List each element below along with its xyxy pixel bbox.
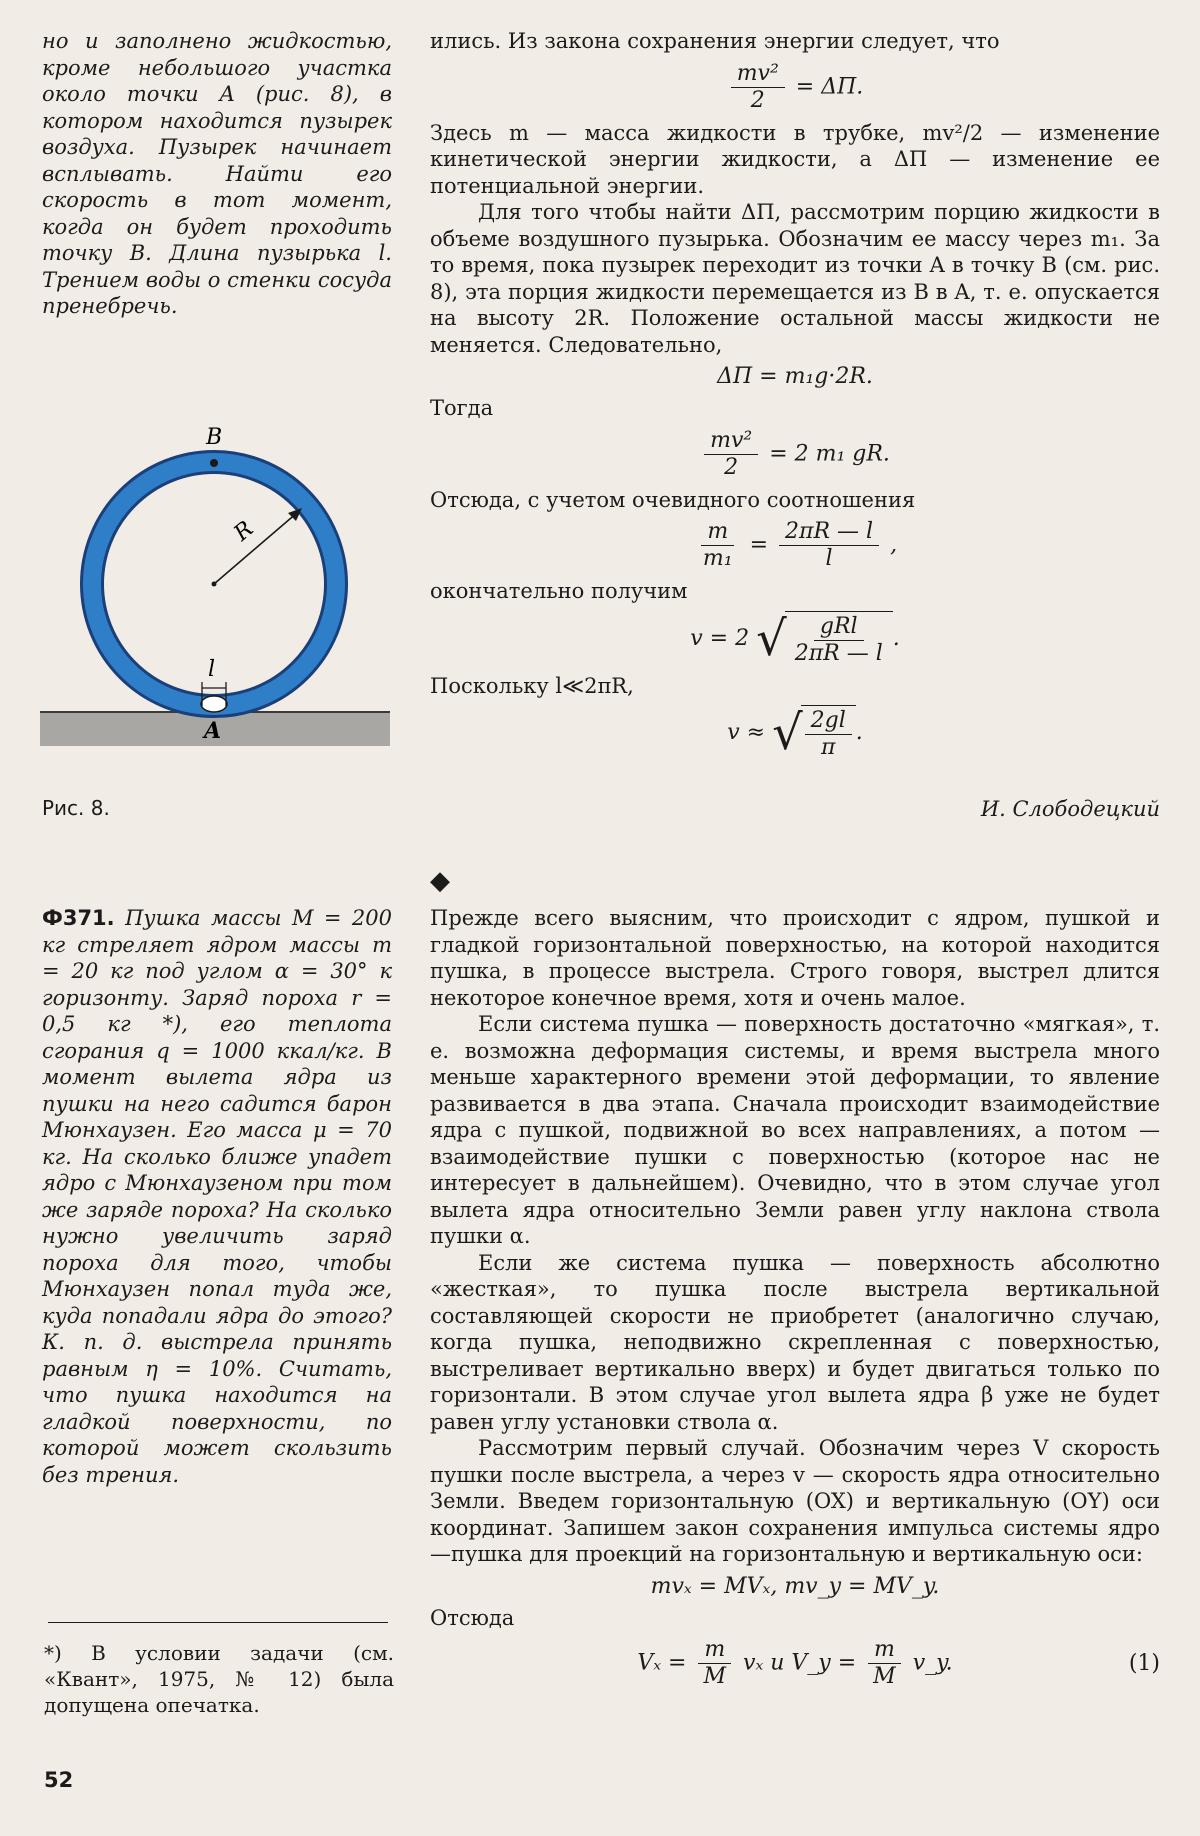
paragraph-energy-law: ились. Из закона сохранения энергии следует, что bbox=[430, 29, 1000, 53]
formula-energy: $\frac{\text{mv²}}{2}$ = ΔП. bbox=[430, 61, 1160, 114]
paragraph-since: Поскольку l≪2πR, bbox=[430, 673, 634, 698]
figure-ring-diagram bbox=[36, 420, 396, 750]
author: И. Слободецкий bbox=[980, 797, 1160, 821]
page-number: 52 bbox=[44, 1768, 74, 1792]
diamond-separator-icon: ◆ bbox=[430, 866, 450, 896]
formula-momentum: mvₓ = MVₓ, mv_y = MV_y. bbox=[650, 1573, 940, 1599]
figure-caption: Рис. 8. bbox=[42, 796, 110, 820]
formula-cannon-velocity: Vₓ = $\frac{m}{M}$ vₓ и V_y = $\frac{m}{M}$ v_y. (1) bbox=[637, 1637, 1160, 1689]
problem-f371 bbox=[42, 905, 392, 1488]
label-a: A bbox=[204, 718, 222, 744]
formula-velocity-approx: v ≈ √ $\frac{2gl}{\pi}$ . bbox=[727, 705, 863, 761]
formula-kinetic: $\frac{\text{mv²}}{2}$ = 2 m₁ gR. bbox=[430, 428, 1160, 481]
problem-text: Пушка массы M = 200 кг стреляет ядром массы m = 20 кг под углом α = 30° к горизонту. Заряд пороха r = 0,5 кг *), его теплота сгорания q = 1000 ккал/кг. В момент вылета ядра из пушки на него садится барон Мюнхаузен. Его масса μ = 70 кг. На сколько ближе упадет ядро с Мюнхаузеном при том же заряде пороха? На сколько нужно увеличить заряд пороха для того, чтобы Мюнхаузен попал туда же, куда попадали ядра до этого? К. п. д. выстрела принять равным η = 10%. Считать, что пушка находится на гладкой поверхности, по которой может скользить без трения. bbox=[42, 906, 392, 1487]
solution-p1: Прежде всего выясним, что происходит с ядром, пушкой и гладкой горизонтальной поверхностью, на которой находится пушка, в процессе выстрела. Строго говоря, выстрел длится некоторое конечное время, хотя и очень малое. bbox=[430, 906, 1160, 1010]
footnote: *) В условии задачи (см. «Квант», 1975, № 12) была допущена опечатка. bbox=[44, 1641, 394, 1717]
point-b-dot bbox=[210, 459, 218, 467]
formula-mass-ratio: $\frac{m}{\text{m₁}}$ = $\frac{2\pi R — l}{l}$ , bbox=[702, 519, 898, 571]
formula-potential: ΔП = m₁g·2R. bbox=[717, 364, 873, 389]
problem-number: Ф371. bbox=[42, 906, 115, 930]
label-l: l bbox=[208, 657, 216, 682]
air-bubble bbox=[201, 696, 227, 712]
equation-number: (1) bbox=[1128, 1651, 1160, 1676]
solution-p4: Рассмотрим первый случай. Обозначим через V скорость пушки после выстрела, а через v — скорость ядра относительно Земли. Введем горизонтальную (OX) и вертикальную (OY) оси координат. Запишем закон сохранения импульса системы ядро—пушка для проекций на горизонтальную и вертикальную оси: bbox=[430, 1436, 1160, 1566]
left-column bbox=[42, 28, 392, 320]
formula-velocity: v = 2 √ $\frac{\text{gRl}}{2\pi R — l}$ . bbox=[690, 610, 900, 667]
solution bbox=[430, 905, 1160, 1696]
solution-p2: Если система пушка — поверхность достаточно «мягкая», т. е. возможна деформация системы, и время выстрела много меньше характерного времени этой деформации, то явление развивается в два этапа. Сначала происходит взаимодействие ядра с пушкой, подвижной во всех направлениях, а потом — взаимодействие пушки с поверхностью (которое нас не интересует в дальнейшем). Очевидно, что в этом случае угол вылета ядра относительно Земли равен углу наклона ствола пушки α. bbox=[430, 1012, 1160, 1248]
label-b: B bbox=[206, 425, 223, 450]
paragraph-then: Тогда bbox=[430, 396, 494, 420]
solution-p3: Если же система пушка — поверхность абсолютно «жесткая», то пушка после выстрела вертикальной составляющей скорости не приобретет (аналогично случаю, когда пушка, неподвижно скрепленная с поверхностью, выстреливает вертикально вверх) и будет двигаться только по горизонтали. В этом случае угол вылета ядра β уже не будет равен углу установки ствола α. bbox=[430, 1250, 1160, 1434]
problem-continuation: но и заполнено жидкостью, кроме небольшого участка около точки A (рис. 8), в котором находится пузырек воздуха. Пузырек начинает всплывать. Найти его скорость в тот момент, когда он будет проходить точку B. Длина пузырька l. Трением воды о стенки сосуда пренебречь. bbox=[42, 29, 392, 318]
footnote-rule bbox=[48, 1622, 388, 1623]
right-column-top bbox=[430, 28, 1160, 767]
paragraph-result: окончательно получим bbox=[430, 579, 688, 603]
radius-arrow bbox=[214, 512, 298, 584]
label-r: R bbox=[229, 516, 259, 547]
paragraph-portion: Для того чтобы найти ΔП, рассмотрим порцию жидкости в объеме воздушного пузырька. Обозначим ее массу через m₁. За то время, пока пузырек переходит из точки A в точку B (см. рис. 8), эта порция жидкости перемещается из B в A, т. е. опускается на высоту 2R. Положение остальной массы жидкости не меняется. Следовательно, bbox=[430, 200, 1160, 357]
paragraph-definitions: Здесь m — масса жидкости в трубке, mv²/2 — изменение кинетической энергии жидкости, а ΔП — изменение ее потенциальной энергии. bbox=[430, 120, 1160, 198]
solution-p5: Отсюда bbox=[430, 1605, 515, 1630]
paragraph-relation: Отсюда, с учетом очевидного соотношения bbox=[430, 487, 916, 512]
